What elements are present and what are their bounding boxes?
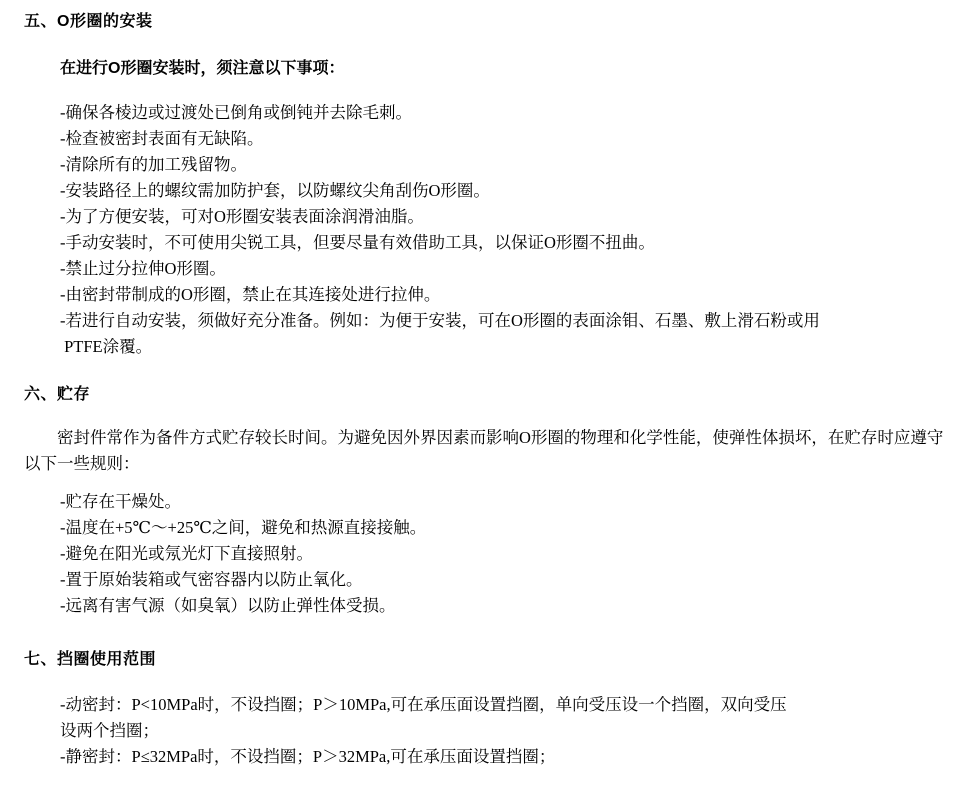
list-item: -由密封带制成的O形圈，禁止在其连接处进行拉伸。 bbox=[60, 285, 441, 304]
section-heading-storage: 六、贮存 bbox=[24, 386, 91, 403]
list-item: -禁止过分拉伸O形圈。 bbox=[60, 259, 226, 278]
list-item: -贮存在干燥处。 bbox=[60, 492, 181, 511]
list-item: -静密封：P≤32MPa时，不设挡圈；P＞32MPa,可在承压面设置挡圈； bbox=[60, 747, 556, 766]
list-item: -清除所有的加工残留物。 bbox=[60, 155, 247, 174]
list-item-continuation: PTFE涂覆。 bbox=[60, 337, 153, 356]
list-item: -确保各棱边或过渡处已倒角或倒钝并去除毛刺。 bbox=[60, 103, 412, 122]
list-item: -若进行自动安装，须做好充分准备。例如：为便于安装，可在O形圈的表面涂钼、石墨、敷上滑石粉或用 bbox=[60, 311, 820, 330]
list-item: -远离有害气源（如臭氧）以防止弹性体受损。 bbox=[60, 596, 396, 615]
list-installation-items bbox=[60, 100, 960, 360]
section-heading-installation: 五、O形圈的安装 bbox=[24, 13, 153, 30]
list-backup-ring-items bbox=[60, 692, 960, 770]
list-item-continuation: 设两个挡圈； bbox=[60, 721, 159, 740]
list-item: -手动安装时，不可使用尖锐工具，但要尽量有效借助工具，以保证O形圈不扭曲。 bbox=[60, 233, 655, 252]
list-item: -为了方便安装，可对O形圈安装表面涂润滑油脂。 bbox=[60, 207, 424, 226]
list-item: -检查被密封表面有无缺陷。 bbox=[60, 129, 264, 148]
list-item: -动密封：P<10MPa时，不设挡圈；P＞10MPa,可在承压面设置挡圈，单向受压设一个挡圈，双向受压 bbox=[60, 695, 787, 714]
paragraph-storage: 密封件常作为备件方式贮存较长时间。为避免因外界因素而影响O形圈的物理和化学性能，使弹性体损坏，在贮存时应遵守以下一些规则： bbox=[24, 428, 944, 473]
list-item: -避免在阳光或氖光灯下直接照射。 bbox=[60, 544, 313, 563]
list-item: -安装路径上的螺纹需加防护套，以防螺纹尖角刮伤O形圈。 bbox=[60, 181, 490, 200]
subheading-installation-notes: 在进行O形圈安装时，须注意以下事项： bbox=[60, 60, 345, 77]
list-item: -温度在+5℃～+25℃之间，避免和热源直接接触。 bbox=[60, 518, 427, 537]
section-heading-backup-ring-range: 七、挡圈使用范围 bbox=[24, 651, 157, 668]
list-storage-items bbox=[60, 489, 940, 619]
list-item: -置于原始装箱或气密容器内以防止氧化。 bbox=[60, 570, 363, 589]
